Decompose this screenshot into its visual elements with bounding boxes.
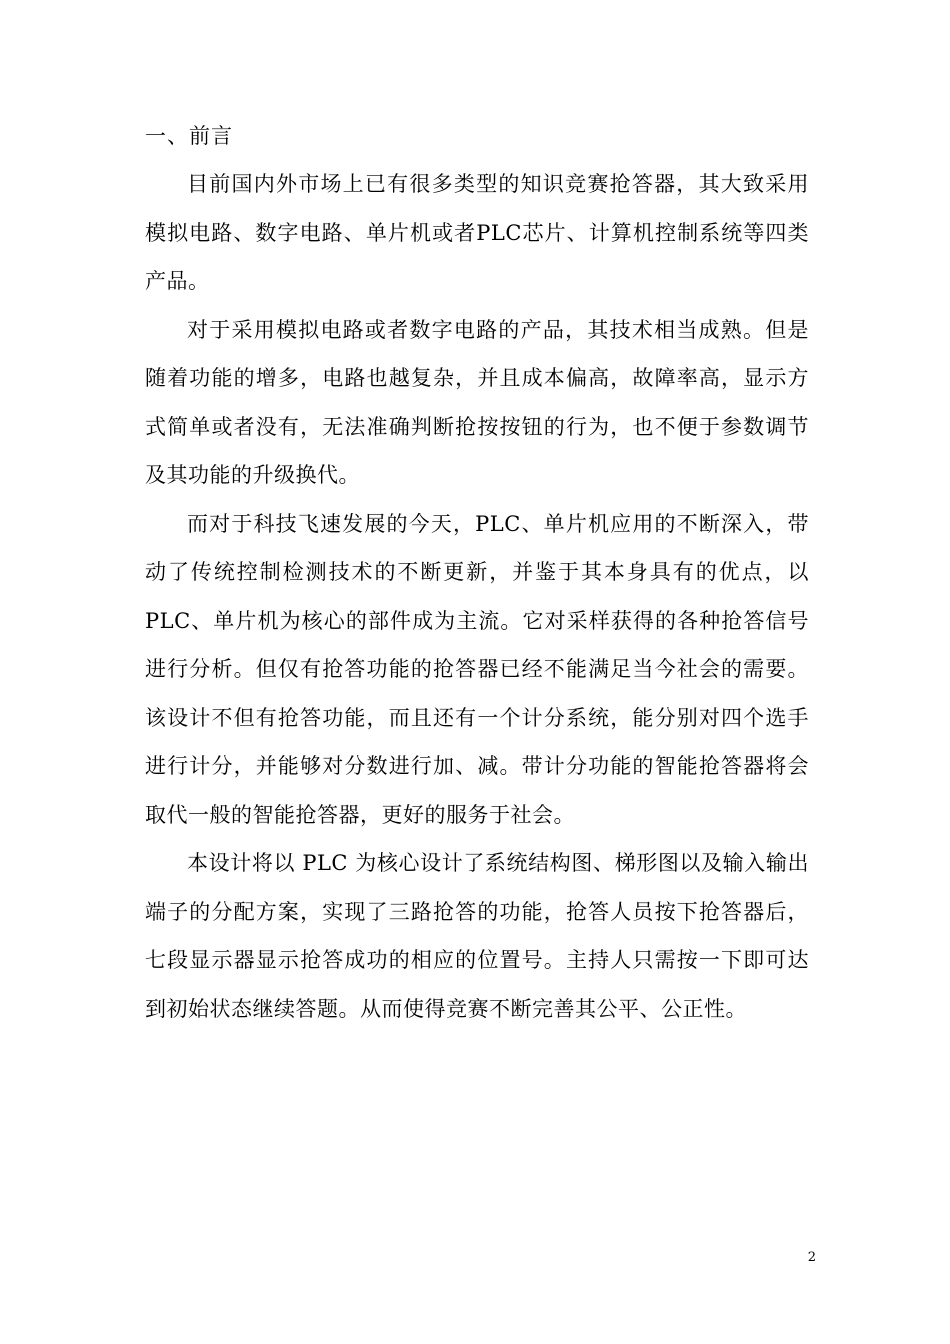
document-body [145,112,809,1033]
page-number: 2 [807,1250,816,1265]
paragraph-plc-mcu: 而对于科技飞速发展的今天，PLC、单片机应用的不断深入，带动了传统控制检测技术的不断更新，并鉴于其本身具有的优点，以PLC、单片机为核心的部件成为主流。它对采样获得的各种抢答信号进行分析。但仅有抢答功能的抢答器已经不能满足当今社会的需要。该设计不但有抢答功能，而且还有一个计分系统，能分别对四个选手进行计分，并能够对分数进行加、减。带计分功能的智能抢答器将会取代一般的智能抢答器，更好的服务于社会。 [145,511,809,827]
section-heading: 一、前言 [145,124,233,148]
paragraph-market-overview: 目前国内外市场上已有很多类型的知识竞赛抢答器，其大致采用模拟电路、数字电路、单片机或者PLC芯片、计算机控制系统等四类产品。 [145,172,809,293]
paragraph-design-summary: 本设计将以 PLC 为核心设计了系统结构图、梯形图以及输入输出端子的分配方案，实现了三路抢答的功能，抢答人员按下抢答器后，七段显示器显示抢答成功的相应的位置号。主持人只需按一下即可达到初始状态继续答题。从而使得竞赛不断完善其公平、公正性。 [145,851,809,1021]
paragraph-analog-digital: 对于采用模拟电路或者数字电路的产品，其技术相当成熟。但是随着功能的增多，电路也越复杂，并且成本偏高，故障率高，显示方式简单或者没有，无法准确判断抢按按钮的行为，也不便于参数调节及其功能的升级换代。 [145,317,809,487]
